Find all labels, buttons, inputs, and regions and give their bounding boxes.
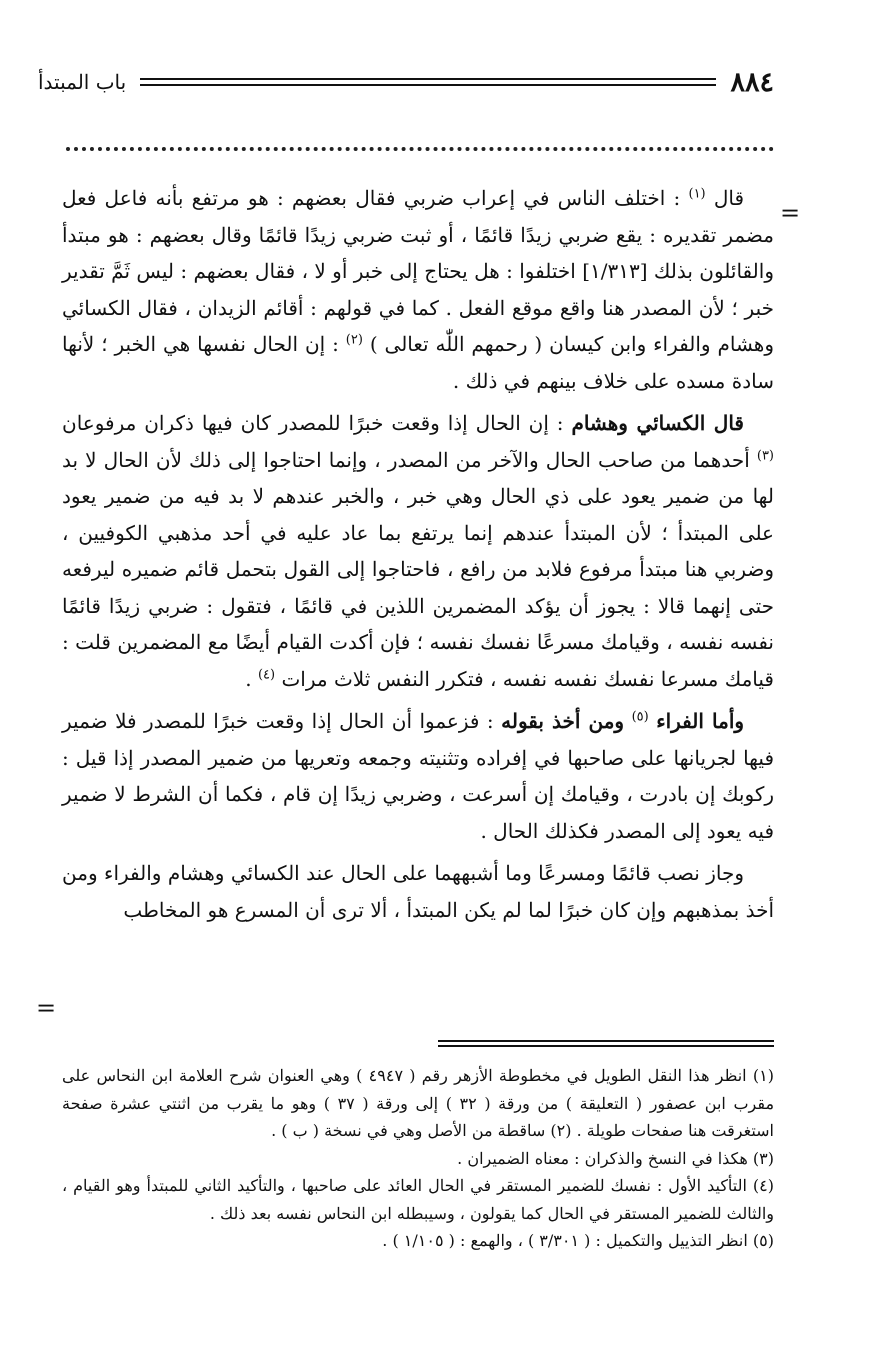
footnote-rule: [438, 1040, 774, 1047]
page-header: [38, 62, 774, 102]
chapter-title: باب المبتدأ: [38, 70, 127, 94]
paragraph-1: قال $^{(١)}$ : اختلف الناس في إعراب ضربي فقال بعضهم : هو مرتفع بأنه فاعل فعل مضمر تقديره : يقع ضربي زيدًا قائمًا ، أو ثبت ضربي زيدًا قائمًا وقال بعضهم : هو مبتدأ والقائلون بذلك [١/٣١٣] اختلفوا : هل يحتاج إلى خبر أو لا ، فقال بعضهم : ليس ثَمَّ تقدير خبر ؛ لأن المصدر هنا واقع موقع الفعل . كما في قولهم : أقائم الزيدان ، فقال الكسائي وهشام والفراء وابن كيسان ( رحمهم اللّٰه تعالى ) $^{(٢)}$ : إن الحال نفسها هي الخبر ؛ لأنها سادة مسده على خلاف بينهم في ذلك .: [62, 186, 774, 393]
paragraph-2: قال الكسائي وهشام : إن الحال إذا وقعت خبرًا للمصدر كان فيها ذكران مرفوعان $^{(٣)}$ أحدهما من صاحب الحال والآخر من المصدر ، وإنما احتاجوا إلى ذلك لأن الحال لا بد لها من ضمير يعود على ذي الحال وهي خبر ، والخبر عندهم لا بد فيه من ضمير يعود على المبتدأ ؛ لأن المبتدأ عندهم إنما يرتفع بما عاد عليه في أحد مذهبي الكوفيين ، وضربي هنا مبتدأ مرفوع فلابد من رافع ، فاحتاجوا إلى القول بتحمل قائم ضميره ليرفعه حتى إنهما قالا : يجوز أن يؤكد المضمرين اللذين في قائمًا ، فتقول : ضربي زيدًا قائمًا نفسه نفسه ، وقيامك مسرعًا نفسك نفسه ؛ فإن أكدت القيام أيضًا مع المضمرين قلت : قيامك مسرعا نفسك نفسه نفسه ، فتكرر النفس ثلاث مرات $^{(٤)}$ .: [62, 411, 774, 691]
footnote-ref: (٣): [756, 447, 774, 463]
paragraph-3: وأما الفراء $^{(٥)}$ ومن أخذ بقوله : فزعموا أن الحال إذا وقعت خبرًا للمصدر فلا ضمير فيها لجريانها على صاحبها في إفراده وتثنيته وجمعه وتعريها من ضمير المصدر إذا قيل : ركوبك إن بادرت ، وقيامك إن أسرعت ، وضربي زيدًا إن قام ، فكما أن الشرط لا ضمير فيه يعود إلى المصدر فكذلك الحال .: [62, 709, 774, 843]
paragraph-lead-2: ومن أخذ بقوله: [501, 709, 625, 733]
header-rule: [140, 78, 716, 86]
footnote-3: (٣) هكذا في النسخ والذكران : معناه الضميران .: [457, 1148, 774, 1168]
dotted-separator: [66, 147, 774, 151]
footnote-ref: (٥): [631, 709, 649, 725]
page-number: ٨٨٤: [730, 66, 774, 98]
footnote-5: (٥) انظر التذييل والتكميل : ( ٣/٣٠١ ) ، والهمع : ( ١/١٠٥ ) .: [382, 1231, 774, 1250]
footnotes: [62, 1062, 774, 1255]
main-text: [62, 180, 774, 928]
footnote-ref: (٤): [257, 666, 276, 682]
continuation-mark-bottom: =: [36, 994, 57, 1022]
paragraph-4: وجاز نصب قائمًا ومسرعًا وما أشبههما على الحال عند الكسائي وهشام والفراء ومن أخذ بمذهبهم وإن كان خبرًا لما لم يكن المبتدأ ، ألا ترى أن المسرع هو المخاطب: [62, 861, 774, 922]
paragraph-lead: وأما الفراء: [656, 709, 745, 733]
footnote-1: (١) انظر هذا النقل الطويل في مخطوطة الأزهر رقم ( ٤٩٤٧ ) وهي العنوان شرح العلامة ابن النحاس على مقرب ابن عصفور ( التعليقة ) من ورقة ( ٣٢ ) إلى ورقة ( ٣٧ ) وهو ما يقرب من اثنتي عشرة صفحة استغرقت هنا صفحات طويلة . (٢) ساقطة من الأصل وهي في نسخة ( ب ) .: [62, 1066, 775, 1140]
footnote-4: (٤) التأكيد الأول : نفسك للضمير المستقر في الحال العائد على صاحبها ، والتأكيد الثاني للمبتدأ وهو القيام ، والثالث للضمير المستقر في الحال كما يقولون ، وسيبطله ابن النحاس نفسه بعد ذلك .: [62, 1176, 774, 1223]
continuation-mark-top: =: [780, 199, 801, 227]
paragraph-lead: قال الكسائي وهشام: [571, 411, 744, 435]
footnote-ref: (١): [688, 186, 706, 202]
footnote-ref: (٢): [345, 332, 363, 348]
